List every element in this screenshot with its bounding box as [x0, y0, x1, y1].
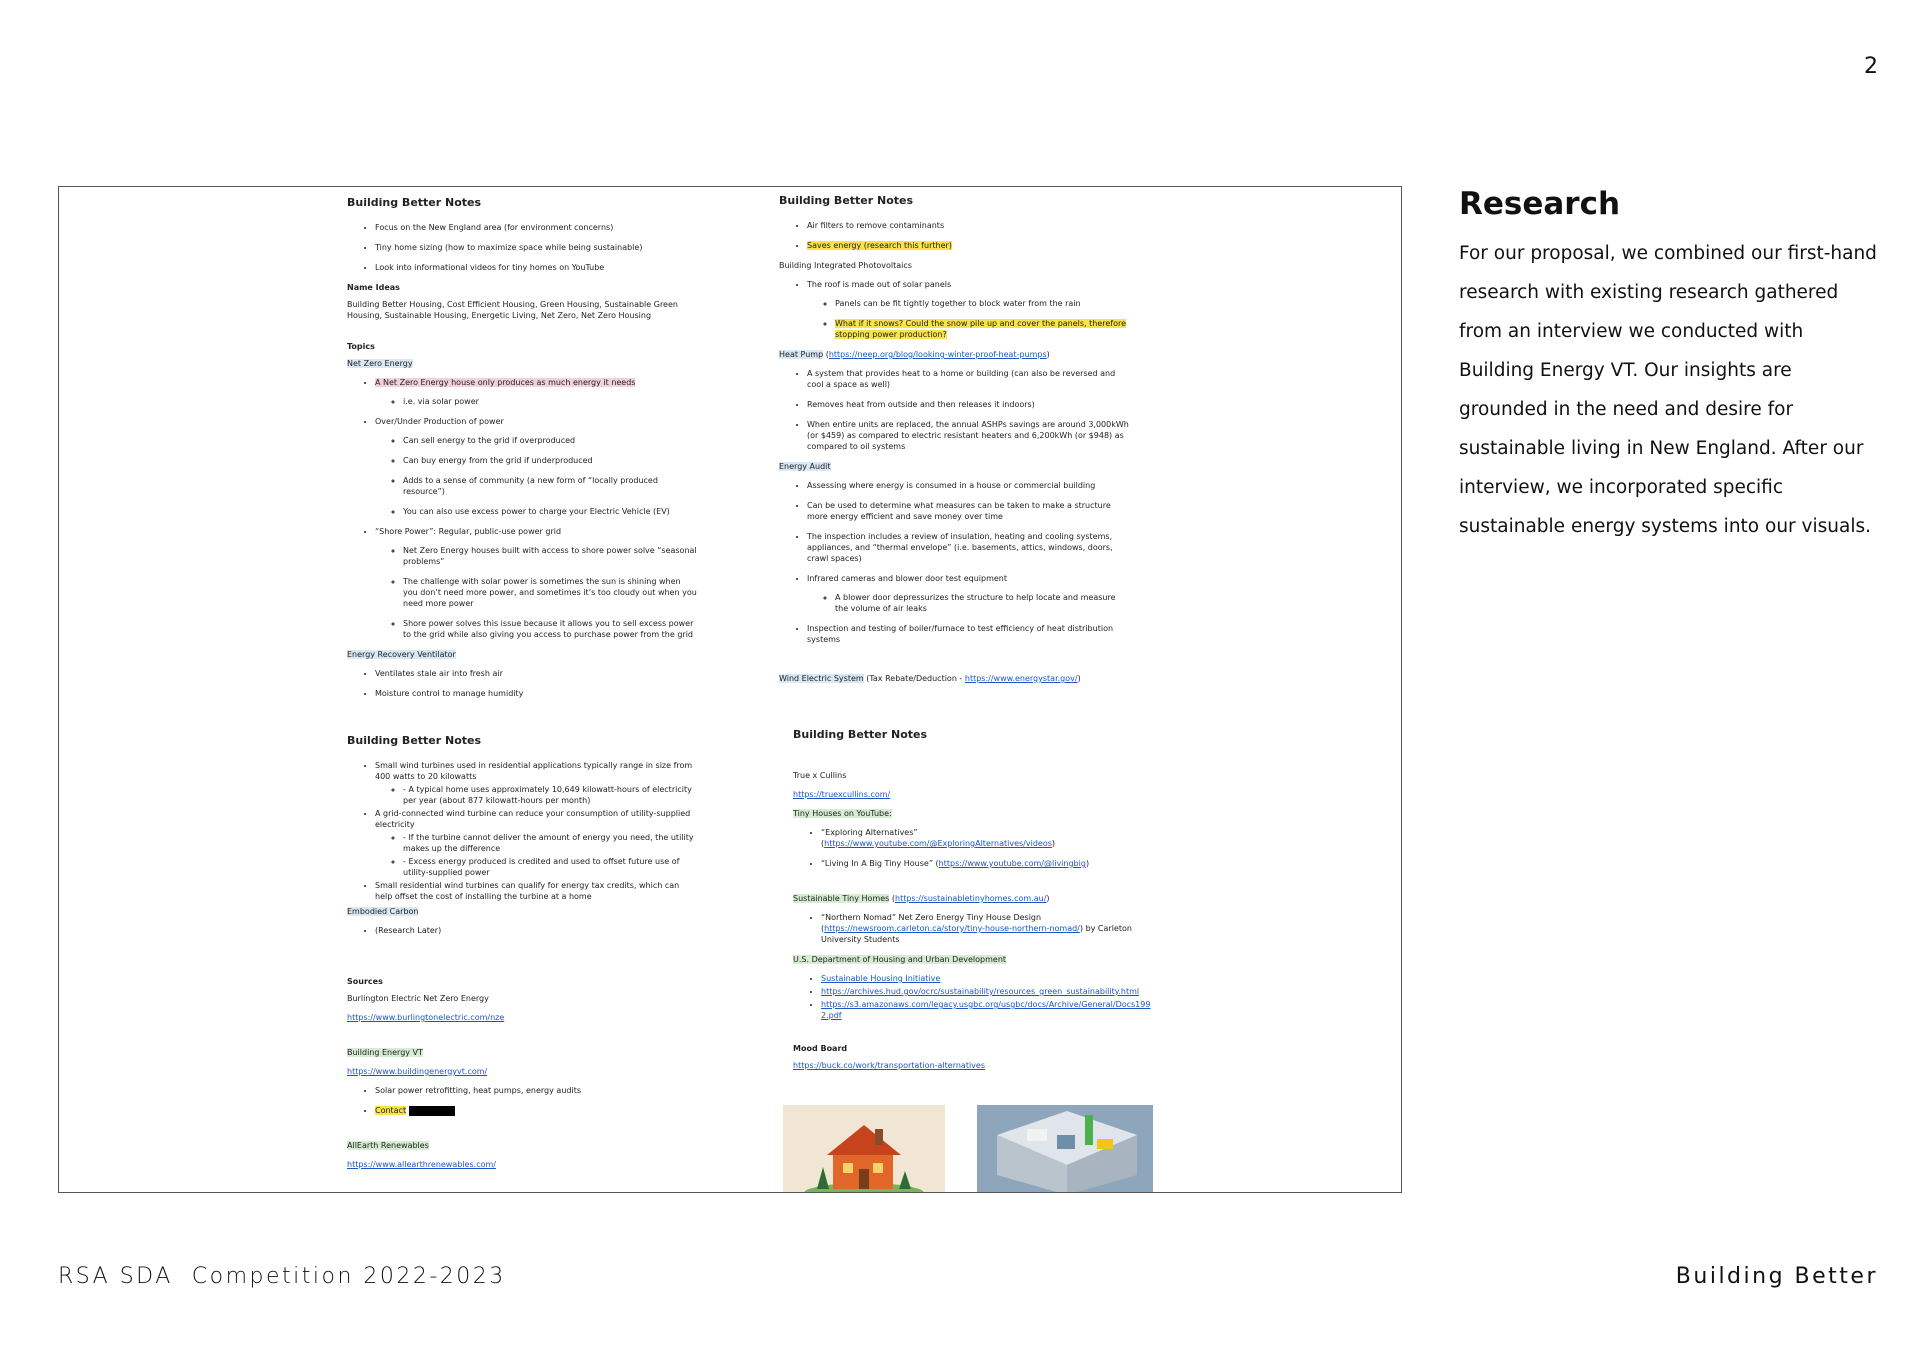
room-illustration [977, 1105, 1153, 1193]
list-item: Over/Under Production of power [375, 417, 504, 426]
list-item: ◦ Adds to a sense of community (a new form of “locally produced resource”) [403, 475, 697, 497]
footer-right: Building Better [1675, 1264, 1878, 1289]
energystar-link[interactable]: https://www.energystar.gov/ [964, 674, 1078, 683]
list-item: The roof is made out of solar panels [807, 280, 952, 289]
notes-heading: Building Better Notes [793, 728, 928, 741]
source-link[interactable]: https://sustainabletinyhomes.com.au/ [895, 894, 1047, 903]
source-link[interactable]: https://archives.hud.gov/ocrc/sustainability/resources_green_sustainability.html [821, 987, 1140, 996]
list-item: • (Research Later) [375, 925, 697, 936]
list-item: • Solar power retrofitting, heat pumps, energy audits [375, 1085, 697, 1096]
footer-left: RSA SDA Competition 2022-2023 [58, 1264, 506, 1289]
name-ideas-text: Building Better Housing, Cost Efficient Housing, Green Housing, Sustainable Green Housing, Sustainable Housing, Energetic Living, Net Zero, Net Zero Housing [347, 300, 678, 320]
erv-label: Energy Recovery Ventilator [347, 650, 456, 659]
list-item: ◦ Net Zero Energy houses built with access to shore power solve “seasonal problems” [403, 545, 697, 567]
list-item: A Net Zero Energy house only produces as much energy it needs [375, 378, 636, 387]
research-title: Research [1459, 186, 1621, 222]
list-item: - ◦ Excess energy produced is credited and used to offset future use of utility-supplied power [403, 856, 697, 878]
allearth-label: AllEarth Renewables [347, 1141, 429, 1150]
notes-column-1-bottom [347, 735, 697, 1178]
notes-screenshot-frame [58, 186, 1402, 1193]
tiny-houses-label: Tiny Houses on YouTube: [793, 809, 892, 818]
list-item: A grid-connected wind turbine can reduce your consumption of utility-supplied electricity [375, 809, 691, 829]
source-link[interactable]: https://www.buildingenergyvt.com/ [347, 1067, 488, 1076]
embodied-carbon-label: Embodied Carbon [347, 907, 419, 916]
notes-column-1 [347, 197, 697, 708]
net-zero-energy-label: Net Zero Energy [347, 359, 413, 368]
list-item: What if it snows? Could the snow pile up and cover the panels, therefore stopping power production? [835, 319, 1127, 339]
list-item: ◦ Can sell energy to the grid if overproduced [403, 435, 697, 446]
contact-label: Contact [375, 1106, 407, 1115]
list-item: Saves energy (research this further) [807, 241, 952, 250]
heat-pump-link[interactable]: https://neep.org/blog/looking-winter-proof-heat-pumps [828, 350, 1047, 359]
list-item: “Shore Power”: Regular, public-use power grid [375, 527, 562, 536]
list-item: • When entire units are replaced, the annual ASHPs savings are around 3,000kWh (or $459) as compared to electric resistant heaters and 6,200kWh (or $948) as compared to oil systems [807, 419, 1129, 452]
notes-column-2-bottom: Building Better Notes True x Cullins https://truexcullins.com/ Tiny Houses on YouTube: • “Exploring Alternatives” (https://www.youtube.com/@ExploringAlternatives/videos) • “Living In A Big Tiny House” (https://www.youtube.com/@livingbig) Sustainable Tiny Homes (https://sustainabletinyhomes.com.au/) • “Northern Nomad” Net Zero Energy Tiny House Design (https://newsroom.carleton.ca/story/tiny-house-northern-nomad/) by Carleton University Students U.S. Department of Housing and Urban Development • Sustainable Housing Initiative • https://archives.hud.gov/ocrc/sustainability/resources_green_sustainability.html • https://s3.amazonaws.com/legacy.usgbc.org/usgbc/docs/Archive/General/Docs1992.pdf Mood Board https://buck.co/work/transportation-alternatives [793, 729, 1153, 1079]
wind-electric-note: (Tax Rebate/Deduction - [866, 674, 965, 683]
list-item: - ◦ A typical home uses approximately 10,649 kilowatt-hours of electricity per year (about 877 kilowatt-hours per month) [403, 784, 697, 806]
list-item: • Ventilates stale air into fresh air [375, 668, 697, 679]
list-item: • Moisture control to manage humidity [375, 688, 697, 699]
bipv-label: Building Integrated Photovoltaics [779, 261, 912, 270]
source-text: Burlington Electric Net Zero Energy [347, 994, 489, 1003]
notes-column-2: Building Better Notes • Air filters to remove contaminants • Saves energy (research this further) Building Integrated Photovoltaics • The roof is made out of solar panels ◦ Panels can be fit tightly together to block water from the rain ◦ What if it snows? Could the snow pile up and cover the panels, therefore stopping power production? Heat Pump (https://neep.org/blog/looking-winter-proof-heat-pumps) • A system that provides heat to a home or building (can also be reversed and cool a space as well) • Removes heat from outside and then releases it indoors) • When entire units are replaced, the annual ASHPs savings are around 3,000kWh (or $459) as compared to electric resistant heaters and 6,200kWh (or $948) as compared to oil systems Energy Audit • Assessing where energy is consumed in a house or commercial building • Can be used to determine what measures can be taken to make a structure more energy efficient and save money over time • The inspection includes a review of insulation, heating and cooling systems, appliances, and “thermal envelope” (i.e. basements, attics, windows, doors, crawl spaces) • Infrared cameras and blower door test equipment ◦ A blower door depressurizes the structure to help locate and measure the volume of air leaks • Inspection and testing of boiler/furnace to test efficiency of heat distribution systems Wind Electric System (Tax Rebate/Deduction - https://www.energystar.gov/) [779, 195, 1129, 692]
list-item: • Focus on the New England area (for environment concerns) [375, 222, 697, 233]
source-link[interactable]: https://buck.co/work/transportation-alternatives [793, 1061, 986, 1070]
sustainable-tiny-homes-label: Sustainable Tiny Homes [793, 894, 890, 903]
notes-heading: Building Better Notes [347, 734, 482, 747]
heat-pump-label: Heat Pump [779, 350, 824, 359]
hud-label: U.S. Department of Housing and Urban Development [793, 955, 1007, 964]
notes-heading: Building Better Notes [347, 196, 482, 209]
page-number: 2 [1864, 54, 1878, 79]
list-item: • Small residential wind turbines can qualify for energy tax credits, which can help offset the cost of installing the turbine at a home [375, 880, 697, 902]
source-link[interactable]: Sustainable Housing Initiative [821, 974, 941, 983]
list-item: • Tiny home sizing (how to maximize space while being sustainable) [375, 242, 697, 253]
list-item: • Can be used to determine what measures can be taken to make a structure more energy efficient and save money over time [807, 500, 1129, 522]
list-item: “Exploring Alternatives” [821, 828, 918, 837]
energy-audit-label: Energy Audit [779, 462, 831, 471]
youtube-link[interactable]: https://www.youtube.com/@livingbig [938, 859, 1086, 868]
research-body: For our proposal, we combined our first-hand research with existing research gathered from an interview we conducted with Building Energy VT. Our insights are grounded in the need and desire for sustainable living in New England. After our interview, we incorporated specific sustainable energy systems into our visuals. [1459, 243, 1877, 537]
sources-heading: Sources [347, 977, 383, 986]
list-item: - ◦ If the turbine cannot deliver the amount of energy you need, the utility makes up the difference [403, 832, 697, 854]
list-item: Small wind turbines used in residential applications typically range in size from 400 watts to 20 kilowatts [375, 761, 693, 781]
list-item: • Air filters to remove contaminants [807, 220, 1129, 231]
notes-heading: Building Better Notes [779, 194, 914, 207]
topics-heading: Topics [347, 342, 375, 351]
source-link[interactable]: https://s3.amazonaws.com/legacy.usgbc.org/usgbc/docs/Archive/General/Docs1992.pdf [821, 1000, 1151, 1020]
list-item: by Carleton University Students [821, 924, 1132, 944]
list-item: ◦ i.e. via solar power [403, 396, 697, 407]
source-link[interactable]: https://www.burlingtonelectric.com/nze [347, 1013, 505, 1022]
list-item: ◦ Can buy energy from the grid if underproduced [403, 455, 697, 466]
list-item: ◦ You can also use excess power to charge your Electric Vehicle (EV) [403, 506, 697, 517]
list-item: “Northern Nomad” Net Zero Energy Tiny House Design [821, 913, 1042, 922]
list-item: • Removes heat from outside and then releases it indoors) [807, 399, 1129, 410]
list-item: • Look into informational videos for tiny homes on YouTube [375, 262, 697, 273]
list-item: ◦ The challenge with solar power is sometimes the sun is shining when you don’t need more power, and sometimes it’s too cloudy out when you need more power [403, 576, 697, 609]
mood-board-heading: Mood Board [793, 1044, 848, 1053]
list-item: Infrared cameras and blower door test equipment [807, 574, 1007, 583]
youtube-link[interactable]: https://www.youtube.com/@ExploringAlternatives/videos [824, 839, 1052, 848]
name-ideas-heading: Name Ideas [347, 283, 400, 292]
redacted-block [409, 1106, 455, 1116]
source-link[interactable]: https://newsroom.carleton.ca/story/tiny-house-northern-nomad/ [824, 924, 1080, 933]
list-item: • The inspection includes a review of insulation, heating and cooling systems, appliances, and “thermal envelope” (i.e. basements, attics, windows, doors, crawl spaces) [807, 531, 1129, 564]
list-item: • A system that provides heat to a home or building (can also be reversed and cool a space as well) [807, 368, 1129, 390]
list-item: • Inspection and testing of boiler/furnace to test efficiency of heat distribution systems [807, 623, 1129, 645]
list-item: • Assessing where energy is consumed in a house or commercial building [807, 480, 1129, 491]
list-item: “Living In A Big Tiny House” [821, 859, 933, 868]
source-link[interactable]: https://truexcullins.com/ [793, 790, 891, 799]
building-energy-vt-label: Building Energy VT [347, 1048, 423, 1057]
list-item: ◦ A blower door depressurizes the structure to help locate and measure the volume of air leaks [835, 592, 1129, 614]
list-item: ◦ Shore power solves this issue because it allows you to sell excess power to the grid while also giving you access to purchase power from the grid [403, 618, 697, 640]
house-illustration [783, 1105, 945, 1193]
wind-electric-label: Wind Electric System [779, 674, 864, 683]
true-x-cullins-label: True x Cullins [793, 771, 847, 780]
source-link[interactable]: https://www.allearthrenewables.com/ [347, 1160, 496, 1169]
list-item: ◦ Panels can be fit tightly together to block water from the rain [835, 298, 1129, 309]
